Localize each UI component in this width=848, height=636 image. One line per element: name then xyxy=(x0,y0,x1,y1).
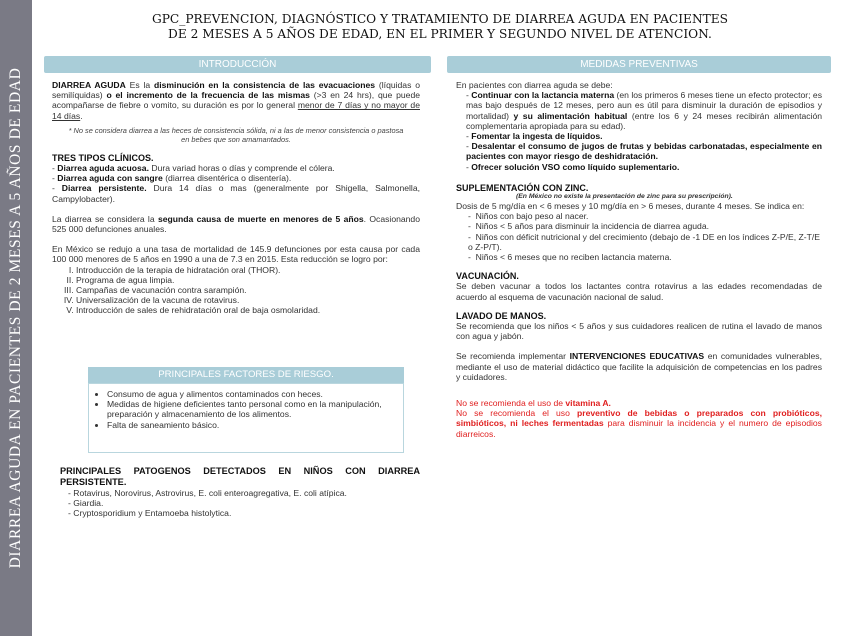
list-item: II. Programa de agua limpia. xyxy=(76,275,420,285)
list-item: I. Introducción de la terapia de hidratación oral (THOR). xyxy=(76,265,420,275)
list-item: • Consumo de agua y alimentos contaminados con heces. xyxy=(107,389,403,399)
list-item: - Diarrea persistente. Dura 14 días o mas (generalmente por Shigella, Salmonella, Campylobacter). xyxy=(52,183,421,204)
page-title xyxy=(40,12,840,42)
pathogens-title: PRINCIPALES PATOGENOS DETECTADOS EN NIÑOS CON DIARREA PERSISTENTE. xyxy=(60,466,420,487)
measures-list xyxy=(456,90,822,172)
list-item: - Diarrea aguda con sangre (diarrea disentérica o disentería). xyxy=(52,173,292,184)
education-paragraph: Se recomienda implementar INTERVENCIONES EDUCATIVAS en comunidades vulnerables, mediante el uso de material didáctico que facilite la adquisición de competencias en los padres y cuidadores. xyxy=(456,351,822,382)
list-item: III. Campañas de vacunación contra sarampión. xyxy=(76,285,420,295)
measures-intro: En pacientes con diarrea aguda se debe: xyxy=(456,80,613,90)
zinc-dose: Dosis de 5 mg/día en < 6 meses y 10 mg/día en > 6 meses, durante 4 meses. Se indica en: xyxy=(456,201,805,212)
introduction-header: INTRODUCCIÓN xyxy=(44,56,431,73)
list-item: - Diarrea aguda acuosa. Dura variad horas o días y comprende el cólera. xyxy=(52,163,335,174)
handwashing-title: LAVADO DE MANOS. xyxy=(456,310,547,321)
risk-factors-list xyxy=(89,389,403,430)
list-item: • Falta de saneamiento básico. xyxy=(107,420,403,430)
zinc-note: (En México no existe la presentación de zinc para su prescripción). xyxy=(516,193,733,201)
vaccination-title: VACUNACIÓN. xyxy=(456,271,519,282)
list-item: IV. Universalización de la vacuna de rotavirus. xyxy=(76,295,420,305)
definition-note: * No se considera diarrea a las heces de consistencia sólida, ni a las de menor consistencia o pastosa en bebes que son amamantados. xyxy=(68,125,404,144)
vaccination-text: Se deben vacunar a todos los lactantes contra rotavirus a las edades recomendadas de acuerdo al esquema de vacunación nacional de salud. xyxy=(456,281,822,302)
preventive-measures-header: MEDIDAS PREVENTIVAS xyxy=(447,56,831,73)
list-item: - Cryptosporidium y Entamoeba histolytica. xyxy=(68,508,232,519)
list-item: - Continuar con la lactancia materna (en los primeros 6 meses tiene un efecto protector; es mas bajo después de 12 meses, pero aun es útil para disminuir la duración de episodios y mortalidad) y su alimentación habitual (entre los 6 y 24 meses recibirán alimentación complementaria apropiada para su edad). xyxy=(466,90,823,131)
zinc-title: SUPLEMENTACIÓN CON ZINC. xyxy=(456,182,589,193)
list-item: - Rotavirus, Norovirus, Astrovirus, E. coli enteroagregativa, E. coli atípica. xyxy=(68,488,347,498)
preventive-measures-section xyxy=(456,80,822,439)
zinc-indications-list xyxy=(456,211,822,262)
sidebar xyxy=(0,0,32,636)
mexico-paragraph: En México se redujo a una tasa de mortalidad de 145.9 defunciones por esta causa por cada 100 000 menores de 5 años en 1990 a una de 7.3 en 2015. Esta reducción se logro por: xyxy=(52,244,420,265)
list-item: - Ofrecer solución VSO como líquido suplementario. xyxy=(466,161,680,172)
list-item: - Giardia. xyxy=(68,498,104,509)
vitamin-a-warning: No se recomienda el uso de vitamina A. xyxy=(456,398,611,409)
list-item: - Desalentar el consumo de jugos de frutas y bebidas carbonatadas, especialmente en pacientes con mayor riesgo de deshidratación. xyxy=(466,141,822,162)
mortality-cause-paragraph: La diarrea se considera la segunda causa de muerte en menores de 5 años. Ocasionando 525 000 defunciones anuales. xyxy=(52,213,420,235)
sidebar-title: DIARREA AGUDA EN PACIENTES DE 2 MESES A 5 AÑOS DE EDAD xyxy=(7,67,24,569)
clinical-types-list xyxy=(52,163,420,204)
clinical-types-title: TRES TIPOS CLÍNICOS. xyxy=(52,152,154,163)
risk-factors-header: PRINCIPALES FACTORES DE RIESGO. xyxy=(88,367,404,383)
achievements-list xyxy=(52,265,420,316)
probiotics-warning: No se recomienda el uso preventivo de bebidas o preparados con probióticos, simbióticos, ni leches fermentadas para disminuir la incidencia y el numero de episodios diarreicos. xyxy=(456,408,823,439)
list-item: - Niños con bajo peso al nacer. xyxy=(468,211,589,222)
title-line-1: GPC_PREVENCION, DIAGNÓSTICO Y TRATAMIENTO DE DIARREA AGUDA EN PACIENTES xyxy=(152,12,728,26)
list-item: - Niños con déficit nutricional y del crecimiento (debajo de -1 DE en los índices Z-P/E, Z-T/E o Z-P/T). xyxy=(468,231,821,252)
introduction-section xyxy=(52,80,420,316)
handwashing-text: Se recomienda que los niños < 5 años y sus cuidadores realicen de rutina el lavado de manos con agua y jabón. xyxy=(456,321,822,342)
list-item: - Fomentar la ingesta de líquidos. xyxy=(466,131,603,142)
risk-factors-box xyxy=(88,383,404,453)
list-item: - Niños < 5 años para disminuir la incidencia de diarrea aguda. xyxy=(468,221,710,232)
list-item: V. Introducción de sales de rehidratación oral de baja osmolaridad. xyxy=(76,305,420,315)
pathogens-list xyxy=(60,488,420,519)
list-item: - Niños < 6 meses que no reciben lactancia materna. xyxy=(468,252,672,263)
definition-paragraph: DIARREA AGUDA Es la disminución en la consistencia de las evacuaciones (líquidas o semilíquidas) o el incremento de la frecuencia de las mismas (>3 en 24 hrs), que puede acompañarse de fiebre o vomito, su duración es por lo general menor de 7 días y no mayor de 14 días. xyxy=(52,80,421,121)
list-item: • Medidas de higiene deficientes tanto personal como en la manipulación, preparación y almacenamiento de los alimentos. xyxy=(107,399,403,419)
title-line-2: DE 2 MESES A 5 AÑOS DE EDAD, EN EL PRIMER Y SEGUNDO NIVEL DE ATENCION. xyxy=(168,27,712,41)
pathogens-section xyxy=(60,466,420,519)
